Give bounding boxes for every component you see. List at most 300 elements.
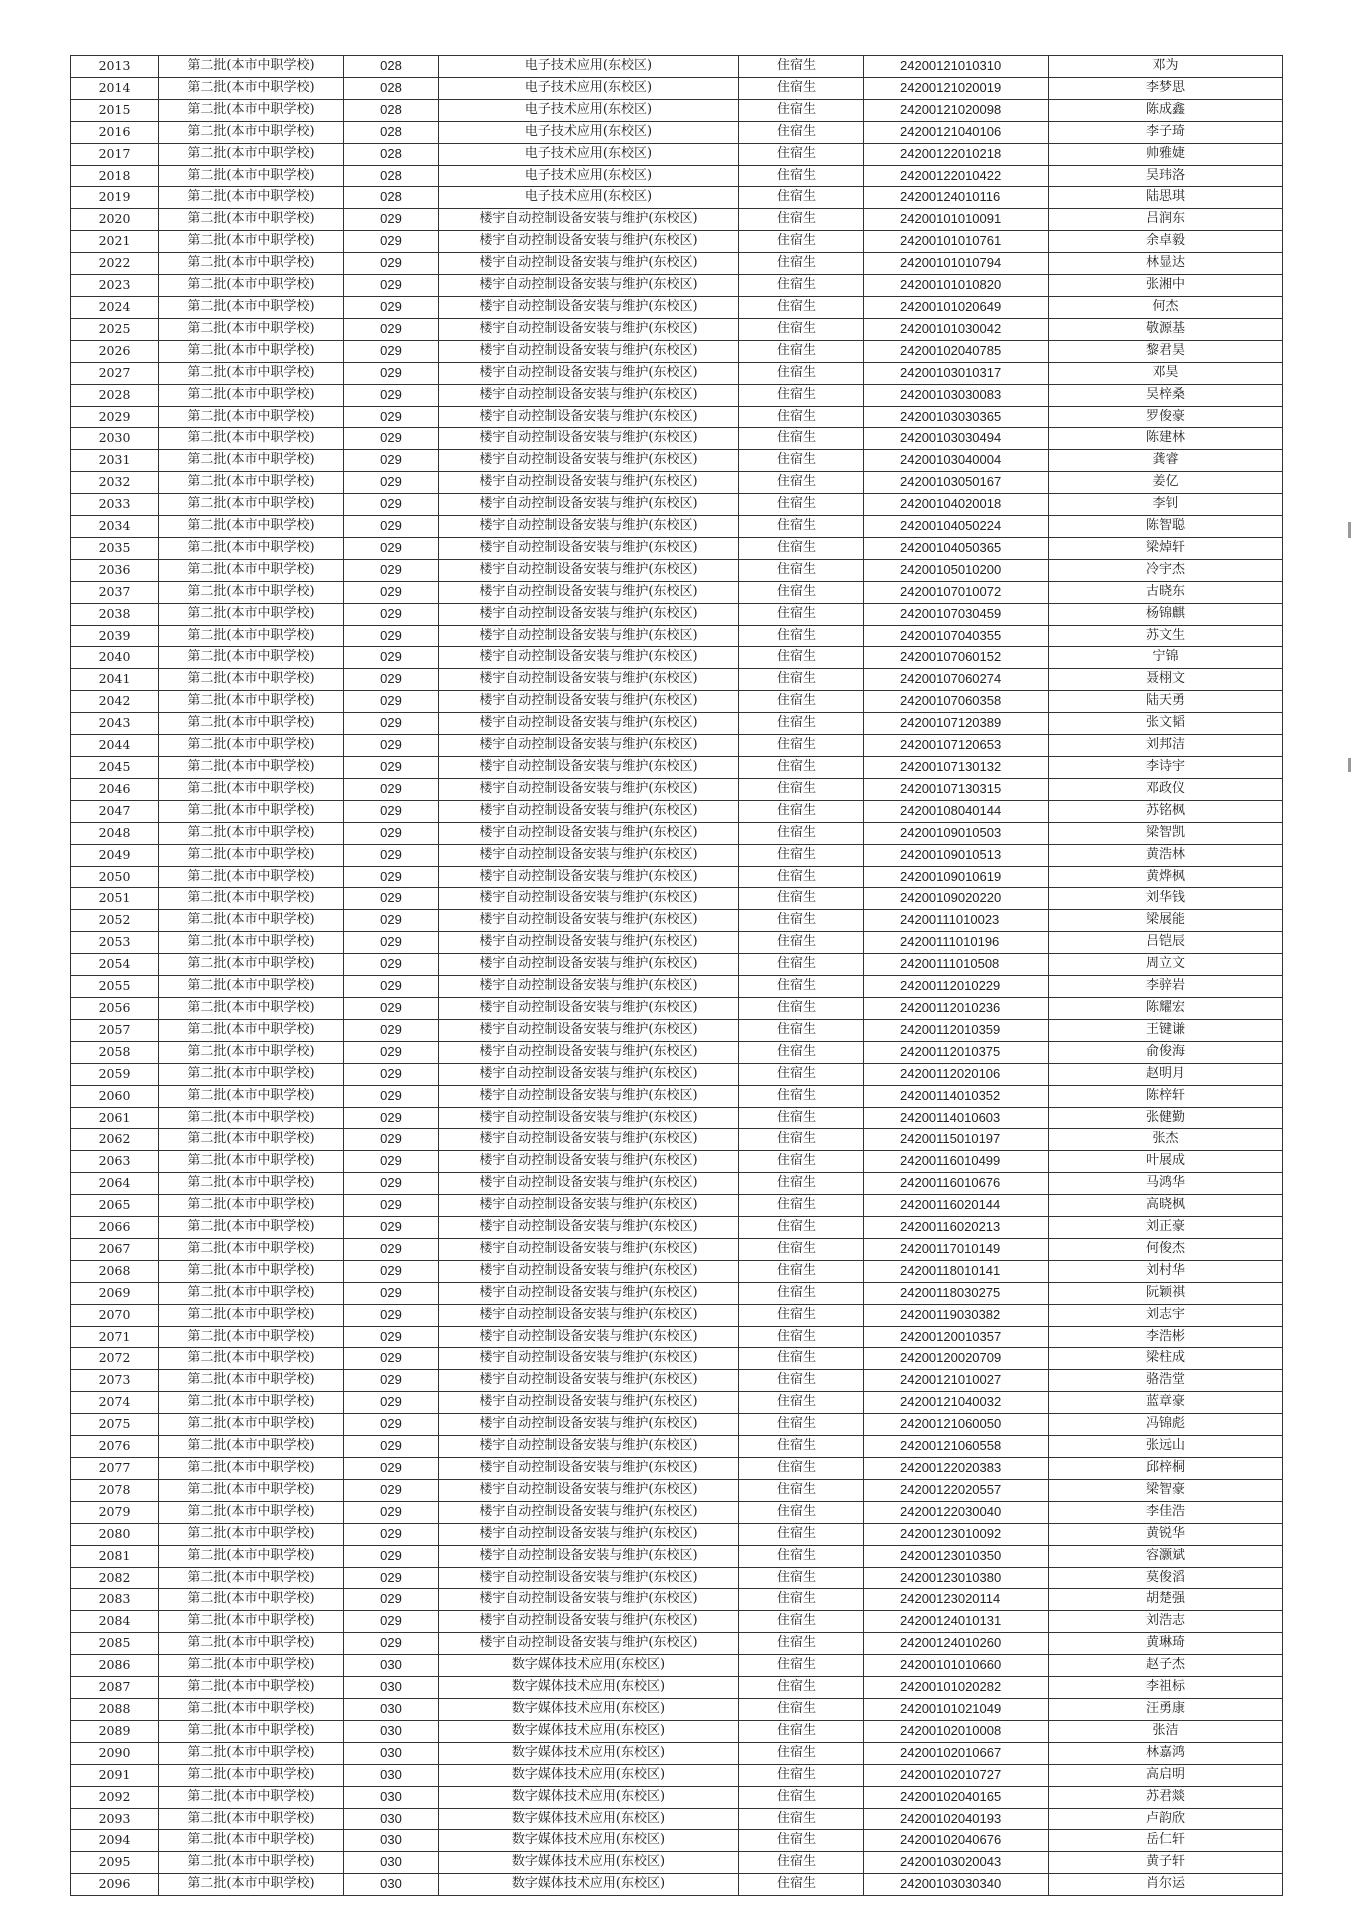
exam-id: 24200118030275 <box>864 1282 1049 1304</box>
table-row <box>71 231 1283 253</box>
major-code: 029 <box>344 231 439 253</box>
student-type: 住宿生 <box>739 1436 864 1458</box>
student-name: 冯锦彪 <box>1049 1414 1283 1436</box>
major-code: 029 <box>344 1107 439 1129</box>
row-number: 2051 <box>71 888 159 910</box>
student-type: 住宿生 <box>739 1742 864 1764</box>
batch-cell: 第二批(本市中职学校) <box>159 1041 344 1063</box>
student-type: 住宿生 <box>739 253 864 275</box>
major-code: 029 <box>344 1479 439 1501</box>
major-name: 楼宇自动控制设备安装与维护(东校区) <box>439 866 739 888</box>
major-name: 楼宇自动控制设备安装与维护(东校区) <box>439 1326 739 1348</box>
exam-id: 24200123010380 <box>864 1567 1049 1589</box>
table-row <box>71 647 1283 669</box>
batch-cell: 第二批(本市中职学校) <box>159 1523 344 1545</box>
row-number: 2065 <box>71 1195 159 1217</box>
exam-id: 24200121010310 <box>864 56 1049 78</box>
row-number: 2056 <box>71 997 159 1019</box>
exam-id: 24200112010359 <box>864 1019 1049 1041</box>
student-name: 敬源基 <box>1049 318 1283 340</box>
batch-cell: 第二批(本市中职学校) <box>159 800 344 822</box>
student-name: 张文韬 <box>1049 713 1283 735</box>
student-type: 住宿生 <box>739 1698 864 1720</box>
table-row <box>71 1370 1283 1392</box>
major-code: 029 <box>344 362 439 384</box>
major-name: 楼宇自动控制设备安装与维护(东校区) <box>439 603 739 625</box>
major-code: 029 <box>344 625 439 647</box>
table-row <box>71 1282 1283 1304</box>
major-name: 楼宇自动控制设备安装与维护(东校区) <box>439 1173 739 1195</box>
student-type: 住宿生 <box>739 318 864 340</box>
student-type: 住宿生 <box>739 143 864 165</box>
major-code: 028 <box>344 187 439 209</box>
exam-id: 24200104050365 <box>864 537 1049 559</box>
batch-cell: 第二批(本市中职学校) <box>159 1830 344 1852</box>
major-name: 楼宇自动控制设备安装与维护(东校区) <box>439 494 739 516</box>
major-name: 楼宇自动控制设备安装与维护(东校区) <box>439 1195 739 1217</box>
student-name: 古晓东 <box>1049 581 1283 603</box>
row-number: 2087 <box>71 1677 159 1699</box>
batch-cell: 第二批(本市中职学校) <box>159 1567 344 1589</box>
row-number: 2042 <box>71 691 159 713</box>
student-type: 住宿生 <box>739 1173 864 1195</box>
student-name: 姜亿 <box>1049 472 1283 494</box>
student-name: 黄锐华 <box>1049 1523 1283 1545</box>
batch-cell: 第二批(本市中职学校) <box>159 1063 344 1085</box>
table-row <box>71 888 1283 910</box>
major-name: 楼宇自动控制设备安装与维护(东校区) <box>439 1414 739 1436</box>
student-name: 岳仁轩 <box>1049 1830 1283 1852</box>
exam-id: 24200102040676 <box>864 1830 1049 1852</box>
exam-id: 24200120020709 <box>864 1348 1049 1370</box>
batch-cell: 第二批(本市中职学校) <box>159 669 344 691</box>
row-number: 2091 <box>71 1764 159 1786</box>
batch-cell: 第二批(本市中职学校) <box>159 56 344 78</box>
batch-cell: 第二批(本市中职学校) <box>159 1589 344 1611</box>
row-number: 2024 <box>71 296 159 318</box>
major-name: 楼宇自动控制设备安装与维护(东校区) <box>439 1589 739 1611</box>
student-name: 莫俊滔 <box>1049 1567 1283 1589</box>
row-number: 2070 <box>71 1304 159 1326</box>
student-name: 帅雅婕 <box>1049 143 1283 165</box>
batch-cell: 第二批(本市中职学校) <box>159 1173 344 1195</box>
exam-id: 24200123020114 <box>864 1589 1049 1611</box>
table-row <box>71 1611 1283 1633</box>
batch-cell: 第二批(本市中职学校) <box>159 406 344 428</box>
table-row <box>71 1151 1283 1173</box>
student-type: 住宿生 <box>739 888 864 910</box>
major-name: 楼宇自动控制设备安装与维护(东校区) <box>439 253 739 275</box>
major-code: 029 <box>344 253 439 275</box>
major-code: 030 <box>344 1808 439 1830</box>
exam-id: 24200121060050 <box>864 1414 1049 1436</box>
table-row <box>71 472 1283 494</box>
major-code: 029 <box>344 428 439 450</box>
row-number: 2080 <box>71 1523 159 1545</box>
student-name: 阮颖祺 <box>1049 1282 1283 1304</box>
major-name: 电子技术应用(东校区) <box>439 143 739 165</box>
major-name: 楼宇自动控制设备安装与维护(东校区) <box>439 713 739 735</box>
student-type: 住宿生 <box>739 1392 864 1414</box>
student-type: 住宿生 <box>739 954 864 976</box>
batch-cell: 第二批(本市中职学校) <box>159 121 344 143</box>
major-code: 029 <box>344 669 439 691</box>
student-name: 刘华钱 <box>1049 888 1283 910</box>
major-code: 029 <box>344 866 439 888</box>
major-name: 楼宇自动控制设备安装与维护(东校区) <box>439 1501 739 1523</box>
exam-id: 24200107010072 <box>864 581 1049 603</box>
table-row <box>71 559 1283 581</box>
batch-cell: 第二批(本市中职学校) <box>159 910 344 932</box>
major-code: 029 <box>344 1151 439 1173</box>
row-number: 2061 <box>71 1107 159 1129</box>
student-name: 冷宇杰 <box>1049 559 1283 581</box>
student-type: 住宿生 <box>739 603 864 625</box>
exam-id: 24200121020098 <box>864 99 1049 121</box>
major-code: 029 <box>344 1326 439 1348</box>
table-row <box>71 1085 1283 1107</box>
batch-cell: 第二批(本市中职学校) <box>159 778 344 800</box>
exam-id: 24200102010008 <box>864 1720 1049 1742</box>
student-name: 苏文生 <box>1049 625 1283 647</box>
exam-id: 24200107060152 <box>864 647 1049 669</box>
exam-id: 24200124010131 <box>864 1611 1049 1633</box>
student-type: 住宿生 <box>739 625 864 647</box>
row-number: 2013 <box>71 56 159 78</box>
major-name: 电子技术应用(东校区) <box>439 56 739 78</box>
major-name: 楼宇自动控制设备安装与维护(东校区) <box>439 209 739 231</box>
row-number: 2082 <box>71 1567 159 1589</box>
major-code: 029 <box>344 1129 439 1151</box>
exam-id: 24200105010200 <box>864 559 1049 581</box>
exam-id: 24200101010761 <box>864 231 1049 253</box>
major-code: 028 <box>344 121 439 143</box>
student-name: 张洁 <box>1049 1720 1283 1742</box>
table-row <box>71 1304 1283 1326</box>
exam-id: 24200114010603 <box>864 1107 1049 1129</box>
major-name: 楼宇自动控制设备安装与维护(东校区) <box>439 954 739 976</box>
student-name: 吴梓桑 <box>1049 384 1283 406</box>
major-code: 029 <box>344 1523 439 1545</box>
major-code: 029 <box>344 691 439 713</box>
table-row <box>71 1107 1283 1129</box>
row-number: 2092 <box>71 1786 159 1808</box>
student-type: 住宿生 <box>739 1195 864 1217</box>
major-name: 电子技术应用(东校区) <box>439 187 739 209</box>
major-name: 楼宇自动控制设备安装与维护(东校区) <box>439 1458 739 1480</box>
table-row <box>71 516 1283 538</box>
row-number: 2075 <box>71 1414 159 1436</box>
row-number: 2049 <box>71 844 159 866</box>
batch-cell: 第二批(本市中职学校) <box>159 1720 344 1742</box>
student-name: 赵子杰 <box>1049 1655 1283 1677</box>
major-name: 数字媒体技术应用(东校区) <box>439 1764 739 1786</box>
major-code: 030 <box>344 1786 439 1808</box>
major-code: 029 <box>344 450 439 472</box>
row-number: 2063 <box>71 1151 159 1173</box>
student-name: 杨锦麒 <box>1049 603 1283 625</box>
row-number: 2045 <box>71 757 159 779</box>
batch-cell: 第二批(本市中职学校) <box>159 1479 344 1501</box>
exam-id: 24200103050167 <box>864 472 1049 494</box>
batch-cell: 第二批(本市中职学校) <box>159 1370 344 1392</box>
row-number: 2090 <box>71 1742 159 1764</box>
major-code: 029 <box>344 318 439 340</box>
row-number: 2023 <box>71 275 159 297</box>
table-row <box>71 1217 1283 1239</box>
student-name: 黄琳琦 <box>1049 1633 1283 1655</box>
exam-id: 24200121040106 <box>864 121 1049 143</box>
major-code: 029 <box>344 997 439 1019</box>
row-number: 2071 <box>71 1326 159 1348</box>
student-type: 住宿生 <box>739 1479 864 1501</box>
major-code: 029 <box>344 844 439 866</box>
major-code: 030 <box>344 1677 439 1699</box>
exam-id: 24200101010820 <box>864 275 1049 297</box>
major-name: 楼宇自动控制设备安装与维护(东校区) <box>439 472 739 494</box>
student-name: 卢韵欣 <box>1049 1808 1283 1830</box>
major-name: 数字媒体技术应用(东校区) <box>439 1720 739 1742</box>
student-type: 住宿生 <box>739 1720 864 1742</box>
exam-id: 24200102040165 <box>864 1786 1049 1808</box>
exam-id: 24200101030042 <box>864 318 1049 340</box>
exam-id: 24200102040193 <box>864 1808 1049 1830</box>
major-name: 数字媒体技术应用(东校区) <box>439 1852 739 1874</box>
student-name: 何俊杰 <box>1049 1238 1283 1260</box>
exam-id: 24200107040355 <box>864 625 1049 647</box>
major-code: 029 <box>344 275 439 297</box>
major-name: 楼宇自动控制设备安装与维护(东校区) <box>439 318 739 340</box>
student-type: 住宿生 <box>739 516 864 538</box>
major-name: 楼宇自动控制设备安装与维护(东校区) <box>439 1567 739 1589</box>
table-row <box>71 1458 1283 1480</box>
major-name: 楼宇自动控制设备安装与维护(东校区) <box>439 1217 739 1239</box>
table-row <box>71 1742 1283 1764</box>
table-row <box>71 866 1283 888</box>
student-type: 住宿生 <box>739 77 864 99</box>
batch-cell: 第二批(本市中职学校) <box>159 1655 344 1677</box>
student-type: 住宿生 <box>739 800 864 822</box>
major-code: 029 <box>344 472 439 494</box>
major-name: 楼宇自动控制设备安装与维护(东校区) <box>439 1238 739 1260</box>
major-code: 029 <box>344 1260 439 1282</box>
row-number: 2085 <box>71 1633 159 1655</box>
major-code: 030 <box>344 1830 439 1852</box>
exam-id: 24200116020144 <box>864 1195 1049 1217</box>
exam-id: 24200122020557 <box>864 1479 1049 1501</box>
major-code: 029 <box>344 1414 439 1436</box>
major-code: 028 <box>344 56 439 78</box>
row-number: 2029 <box>71 406 159 428</box>
row-number: 2089 <box>71 1720 159 1742</box>
exam-id: 24200121040032 <box>864 1392 1049 1414</box>
student-name: 马鸿华 <box>1049 1173 1283 1195</box>
student-type: 住宿生 <box>739 647 864 669</box>
student-name: 邓政仪 <box>1049 778 1283 800</box>
exam-id: 24200112010236 <box>864 997 1049 1019</box>
batch-cell: 第二批(本市中职学校) <box>159 1764 344 1786</box>
student-name: 刘正豪 <box>1049 1217 1283 1239</box>
major-code: 029 <box>344 1238 439 1260</box>
major-code: 029 <box>344 1501 439 1523</box>
table-row <box>71 778 1283 800</box>
major-name: 楼宇自动控制设备安装与维护(东校区) <box>439 1282 739 1304</box>
batch-cell: 第二批(本市中职学校) <box>159 1217 344 1239</box>
student-name: 陈建林 <box>1049 428 1283 450</box>
batch-cell: 第二批(本市中职学校) <box>159 1501 344 1523</box>
major-name: 楼宇自动控制设备安装与维护(东校区) <box>439 976 739 998</box>
table-row <box>71 209 1283 231</box>
batch-cell: 第二批(本市中职学校) <box>159 713 344 735</box>
major-name: 电子技术应用(东校区) <box>439 99 739 121</box>
table-row <box>71 581 1283 603</box>
batch-cell: 第二批(本市中职学校) <box>159 494 344 516</box>
student-type: 住宿生 <box>739 1501 864 1523</box>
batch-cell: 第二批(本市中职学校) <box>159 1019 344 1041</box>
major-code: 029 <box>344 1173 439 1195</box>
exam-id: 24200103020043 <box>864 1852 1049 1874</box>
student-name: 黄子轩 <box>1049 1852 1283 1874</box>
batch-cell: 第二批(本市中职学校) <box>159 822 344 844</box>
row-number: 2093 <box>71 1808 159 1830</box>
table-row <box>71 1195 1283 1217</box>
exam-id: 24200122010218 <box>864 143 1049 165</box>
exam-id: 24200123010350 <box>864 1545 1049 1567</box>
major-name: 楼宇自动控制设备安装与维护(东校区) <box>439 1523 739 1545</box>
student-name: 何杰 <box>1049 296 1283 318</box>
batch-cell: 第二批(本市中职学校) <box>159 1698 344 1720</box>
major-code: 029 <box>344 1589 439 1611</box>
batch-cell: 第二批(本市中职学校) <box>159 1392 344 1414</box>
exam-id: 24200101010794 <box>864 253 1049 275</box>
major-name: 楼宇自动控制设备安装与维护(东校区) <box>439 450 739 472</box>
major-code: 029 <box>344 1019 439 1041</box>
row-number: 2072 <box>71 1348 159 1370</box>
batch-cell: 第二批(本市中职学校) <box>159 296 344 318</box>
row-number: 2033 <box>71 494 159 516</box>
batch-cell: 第二批(本市中职学校) <box>159 1458 344 1480</box>
batch-cell: 第二批(本市中职学校) <box>159 1436 344 1458</box>
major-code: 029 <box>344 1567 439 1589</box>
major-name: 电子技术应用(东校区) <box>439 121 739 143</box>
table-row <box>71 976 1283 998</box>
row-number: 2046 <box>71 778 159 800</box>
table-row <box>71 537 1283 559</box>
student-name: 李钊 <box>1049 494 1283 516</box>
major-name: 楼宇自动控制设备安装与维护(东校区) <box>439 800 739 822</box>
major-name: 数字媒体技术应用(东校区) <box>439 1830 739 1852</box>
batch-cell: 第二批(本市中职学校) <box>159 581 344 603</box>
major-code: 030 <box>344 1698 439 1720</box>
major-code: 029 <box>344 1282 439 1304</box>
row-number: 2028 <box>71 384 159 406</box>
major-name: 楼宇自动控制设备安装与维护(东校区) <box>439 1260 739 1282</box>
student-name: 梁焯轩 <box>1049 537 1283 559</box>
batch-cell: 第二批(本市中职学校) <box>159 1348 344 1370</box>
row-number: 2094 <box>71 1830 159 1852</box>
row-number: 2059 <box>71 1063 159 1085</box>
exam-id: 24200107120653 <box>864 735 1049 757</box>
batch-cell: 第二批(本市中职学校) <box>159 1129 344 1151</box>
student-name: 邱梓桐 <box>1049 1458 1283 1480</box>
student-type: 住宿生 <box>739 866 864 888</box>
major-name: 楼宇自动控制设备安装与维护(东校区) <box>439 844 739 866</box>
student-name: 叶展成 <box>1049 1151 1283 1173</box>
student-type: 住宿生 <box>739 997 864 1019</box>
row-number: 2039 <box>71 625 159 647</box>
row-number: 2022 <box>71 253 159 275</box>
table-row <box>71 1874 1283 1896</box>
major-name: 楼宇自动控制设备安装与维护(东校区) <box>439 1633 739 1655</box>
student-name: 李骍岩 <box>1049 976 1283 998</box>
row-number: 2077 <box>71 1458 159 1480</box>
table-row <box>71 1260 1283 1282</box>
batch-cell: 第二批(本市中职学校) <box>159 187 344 209</box>
exam-id: 24200109020220 <box>864 888 1049 910</box>
row-number: 2044 <box>71 735 159 757</box>
major-code: 029 <box>344 910 439 932</box>
student-name: 张健勤 <box>1049 1107 1283 1129</box>
table-row <box>71 187 1283 209</box>
major-code: 029 <box>344 537 439 559</box>
student-name: 刘浩志 <box>1049 1611 1283 1633</box>
student-type: 住宿生 <box>739 472 864 494</box>
major-name: 楼宇自动控制设备安装与维护(东校区) <box>439 735 739 757</box>
major-name: 楼宇自动控制设备安装与维护(东校区) <box>439 1611 739 1633</box>
major-code: 029 <box>344 1304 439 1326</box>
major-name: 楼宇自动控制设备安装与维护(东校区) <box>439 1348 739 1370</box>
major-name: 楼宇自动控制设备安装与维护(东校区) <box>439 691 739 713</box>
table-row <box>71 165 1283 187</box>
major-code: 030 <box>344 1720 439 1742</box>
table-row <box>71 1677 1283 1699</box>
row-number: 2064 <box>71 1173 159 1195</box>
major-name: 楼宇自动控制设备安装与维护(东校区) <box>439 1107 739 1129</box>
major-code: 029 <box>344 1633 439 1655</box>
student-type: 住宿生 <box>739 1019 864 1041</box>
row-number: 2025 <box>71 318 159 340</box>
table-row <box>71 1852 1283 1874</box>
major-name: 楼宇自动控制设备安装与维护(东校区) <box>439 1304 739 1326</box>
batch-cell: 第二批(本市中职学校) <box>159 976 344 998</box>
major-name: 楼宇自动控制设备安装与维护(东校区) <box>439 275 739 297</box>
student-type: 住宿生 <box>739 537 864 559</box>
major-code: 029 <box>344 581 439 603</box>
student-type: 住宿生 <box>739 275 864 297</box>
student-type: 住宿生 <box>739 1655 864 1677</box>
batch-cell: 第二批(本市中职学校) <box>159 647 344 669</box>
table-row <box>71 1129 1283 1151</box>
batch-cell: 第二批(本市中职学校) <box>159 1107 344 1129</box>
major-name: 楼宇自动控制设备安装与维护(东校区) <box>439 757 739 779</box>
row-number: 2035 <box>71 537 159 559</box>
student-name: 李梦思 <box>1049 77 1283 99</box>
scan-mark <box>1348 522 1351 538</box>
row-number: 2057 <box>71 1019 159 1041</box>
table-row <box>71 1501 1283 1523</box>
batch-cell: 第二批(本市中职学校) <box>159 1085 344 1107</box>
student-type: 住宿生 <box>739 932 864 954</box>
table-row <box>71 1173 1283 1195</box>
batch-cell: 第二批(本市中职学校) <box>159 384 344 406</box>
exam-id: 24200121060558 <box>864 1436 1049 1458</box>
row-number: 2066 <box>71 1217 159 1239</box>
major-code: 029 <box>344 406 439 428</box>
student-type: 住宿生 <box>739 1129 864 1151</box>
student-name: 骆浩堂 <box>1049 1370 1283 1392</box>
student-type: 住宿生 <box>739 1808 864 1830</box>
batch-cell: 第二批(本市中职学校) <box>159 932 344 954</box>
